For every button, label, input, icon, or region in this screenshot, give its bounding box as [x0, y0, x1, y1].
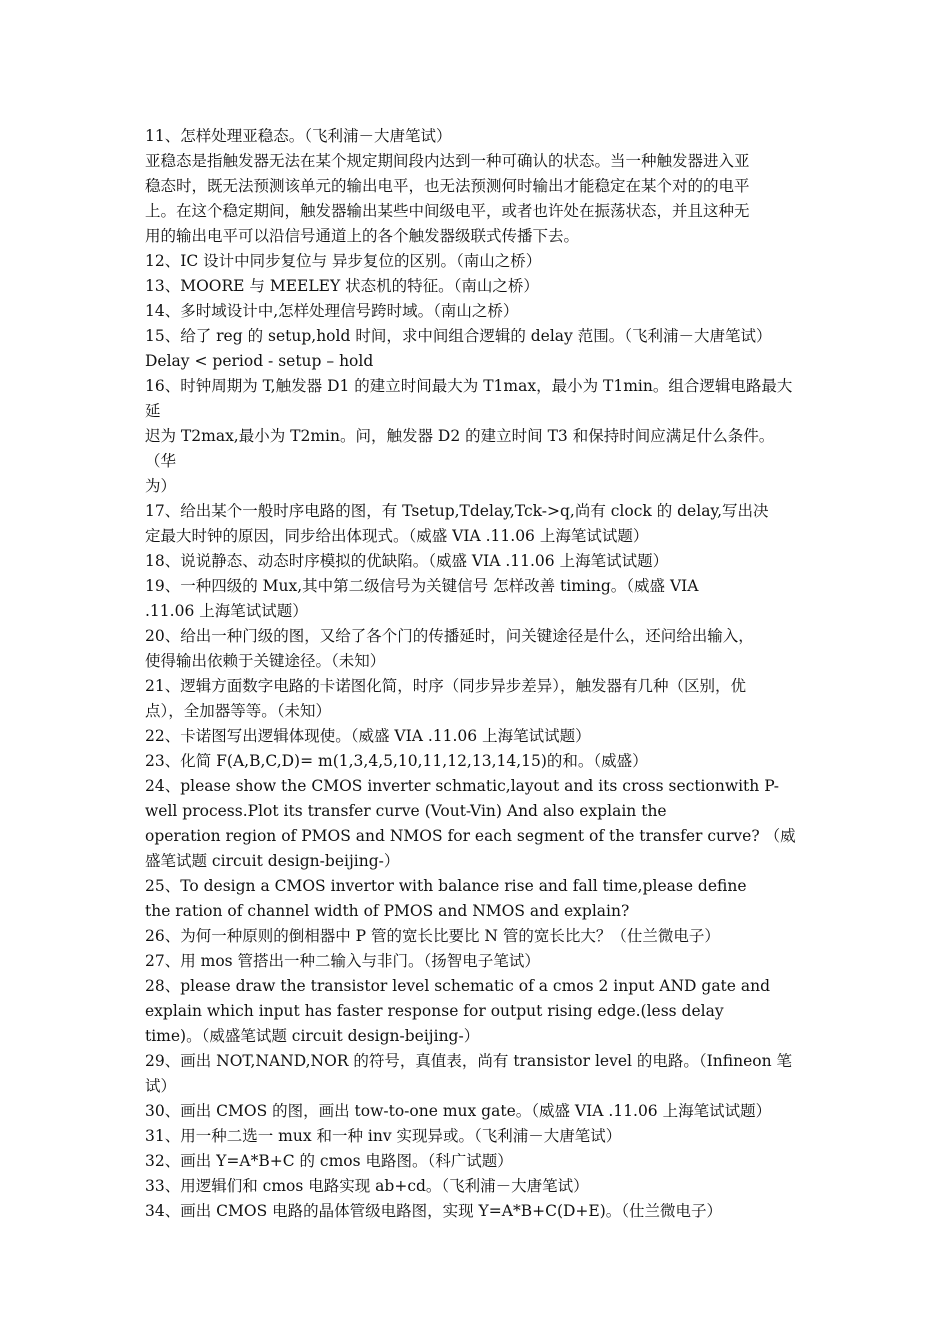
text-line: 稳态时，既无法预测该单元的输出电平，也无法预测何时输出才能稳定在某个对的的电平	[145, 177, 750, 195]
text-line: 20、给出一种门级的图，又给了各个门的传播延时，问关键途径是什么，还问给出输入，	[145, 627, 754, 645]
text-line: 19、一种四级的 Mux,其中第二级信号为关键信号 怎样改善 timing。（威盛 VIA	[145, 577, 699, 595]
text-line: 亚稳态是指触发器无法在某个规定期间段内达到一种可确认的状态。当一种触发器进入亚	[145, 152, 750, 170]
document-body	[145, 124, 810, 1224]
text-line: 15、给了 reg 的 setup,hold 时间，求中间组合逻辑的 delay 范围。（飞利浦－大唐笔试）	[145, 327, 772, 345]
text-line: 12、IC 设计中同步复位与 异步复位的区别。（南山之桥）	[145, 252, 542, 270]
text-line: 26、为何一种原则的倒相器中 P 管的宽长比要比 N 管的宽长比大？（仕兰微电子）	[145, 927, 720, 945]
text-line: 18、说说静态、动态时序模拟的优缺陷。（威盛 VIA .11.06 上海笔试试题）	[145, 552, 669, 570]
text-line: 17、给出某个一般时序电路的图，有 Tsetup,Tdelay,Tck->q,尚有 clock 的 delay,写出决	[145, 502, 769, 520]
text-line: 上。在这个稳定期间，触发器输出某些中间级电平，或者也许处在振荡状态，并且这种无	[145, 202, 750, 220]
text-line: 用的输出电平可以沿信号通道上的各个触发器级联式传播下去。	[145, 227, 580, 245]
text-line: 13、MOORE 与 MEELEY 状态机的特征。（南山之桥）	[145, 277, 539, 295]
text-line: 25、To design a CMOS invertor with balance rise and fall time,please define	[145, 877, 747, 895]
text-line: explain which input has faster response for output rising edge.(less delay	[145, 1002, 724, 1020]
text-line: 14、多时域设计中,怎样处理信号跨时域。（南山之桥）	[145, 302, 519, 320]
text-line: 29、画出 NOT,NAND,NOR 的符号，真值表，尚有 transistor level 的电路。（Infineon 笔	[145, 1052, 792, 1070]
text-line: 23、化简 F(A,B,C,D)= m(1,3,4,5,10,11,12,13,14,15)的和。（威盛）	[145, 752, 648, 770]
text-line: 31、用一种二选一 mux 和一种 inv 实现异或。（飞利浦－大唐笔试）	[145, 1127, 622, 1145]
text-line: 为）	[145, 477, 177, 495]
text-line: 22、卡诺图写出逻辑体现使。（威盛 VIA .11.06 上海笔试试题）	[145, 727, 591, 745]
text-line: 32、画出 Y=A*B+C 的 cmos 电路图。（科广试题）	[145, 1152, 513, 1170]
text-line: 延	[145, 402, 161, 420]
text-line: 使得输出依赖于关键途径。（未知）	[145, 652, 386, 670]
text-line: 试）	[145, 1077, 177, 1095]
text-line: 24、please show the CMOS inverter schmatic,layout and its cross sectionwith P-	[145, 777, 780, 795]
text-line: 16、时钟周期为 T,触发器 D1 的建立时间最大为 T1max，最小为 T1min。组合逻辑电路最大	[145, 377, 793, 395]
text-line: 34、画出 CMOS 电路的晶体管级电路图，实现 Y=A*B+C(D+E)。（仕兰微电子）	[145, 1202, 723, 1220]
text-line: the ration of channel width of PMOS and NMOS and explain?	[145, 902, 630, 920]
text-line: operation region of PMOS and NMOS for each segment of the transfer curve? （威	[145, 827, 796, 845]
text-line: 迟为 T2max,最小为 T2min。问，触发器 D2 的建立时间 T3 和保持时间应满足什么条件。	[145, 427, 775, 445]
text-line: 28、please draw the transistor level schematic of a cmos 2 input AND gate and	[145, 977, 771, 995]
text-line: 点），全加器等等。（未知）	[145, 702, 332, 720]
text-line: .11.06 上海笔试试题）	[145, 602, 308, 620]
text-line: time)。（威盛笔试题 circuit design-beijing-）	[145, 1027, 480, 1045]
text-line: 定最大时钟的原因，同步给出体现式。（威盛 VIA .11.06 上海笔试试题）	[145, 527, 649, 545]
text-line: 21、逻辑方面数字电路的卡诺图化简，时序（同步异步差异），触发器有几种（区别，优	[145, 677, 746, 695]
text-line: Delay < period - setup – hold	[145, 352, 374, 370]
text-line: 33、用逻辑们和 cmos 电路实现 ab+cd。（飞利浦－大唐笔试）	[145, 1177, 589, 1195]
text-line: 30、画出 CMOS 的图，画出 tow-to-one mux gate。（威盛 VIA .11.06 上海笔试试题）	[145, 1102, 772, 1120]
text-line: 11、怎样处理亚稳态。（飞利浦－大唐笔试）	[145, 127, 452, 145]
text-line: well process.Plot its transfer curve (Vout-Vin) And also explain the	[145, 802, 667, 820]
text-line: 27、用 mos 管搭出一种二输入与非门。（扬智电子笔试）	[145, 952, 540, 970]
text-line: （华	[145, 452, 177, 470]
text-line: 盛笔试题 circuit design-beijing-）	[145, 852, 400, 870]
